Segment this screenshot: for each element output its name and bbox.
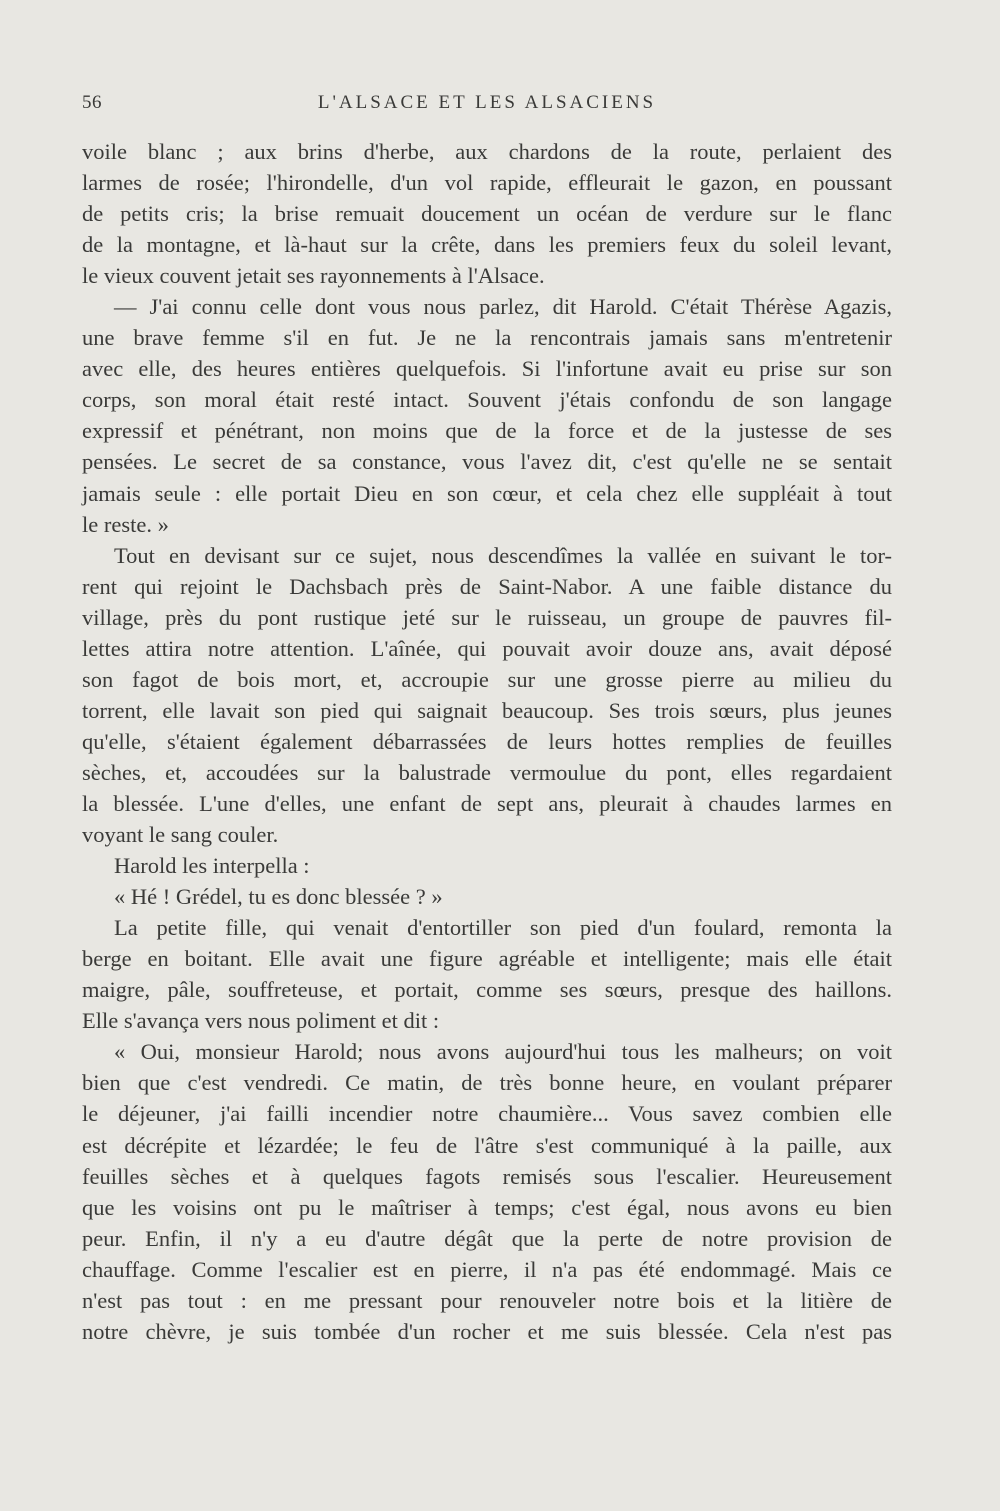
text-line: Tout en devisant sur ce sujet, nous descendîmes la vallée en suivant le tor- xyxy=(114,542,892,568)
text-line: avec elle, des heures entières quelquefois. Si l'infortune avait eu prise sur son xyxy=(82,356,892,382)
text-line: n'est pas tout : en me pressant pour renouveler notre bois et la litière de xyxy=(82,1287,892,1313)
text-line: jamais seule : elle portait Dieu en son cœur, et cela chez elle suppléait à tout xyxy=(82,480,892,506)
text-line: voile blanc ; aux brins d'herbe, aux chardons de la route, perlaient des xyxy=(82,139,892,164)
text-line: chauffage. Comme l'escalier est en pierre, il n'a pas été endommagé. Mais ce xyxy=(82,1256,892,1282)
running-title: L'ALSACE ET LES ALSACIENS xyxy=(317,92,657,113)
text-line: le reste. » xyxy=(82,511,169,537)
text-line: de petits cris; la brise remuait doucement un océan de verdure sur le flanc xyxy=(82,201,892,227)
text-line: « Oui, monsieur Harold; nous avons aujourd'hui tous les malheurs; on voit xyxy=(114,1039,892,1065)
text-line: voyant le sang couler. xyxy=(82,822,279,848)
text-line: bien que c'est vendredi. Ce matin, de très bonne heure, en voulant préparer xyxy=(82,1070,892,1096)
text-line: maigre, pâle, souffreteuse, et portait, comme ses sœurs, presque des haillons. xyxy=(82,977,892,1003)
page-number: 56 xyxy=(82,92,102,113)
text-line: de la montagne, et là-haut sur la crête, dans les premiers feux du soleil levant, xyxy=(82,232,892,258)
text-line: village, près du pont rustique jeté sur le ruisseau, un groupe de pauvres fil- xyxy=(82,604,892,630)
text-line: feuilles sèches et à quelques fagots remisés sous l'escalier. Heureusement xyxy=(82,1163,892,1189)
text-line: pensées. Le secret de sa constance, vous l'avez dit, c'est qu'elle ne se sentait xyxy=(82,449,892,475)
text-line: le déjeuner, j'ai failli incendier notre chaumière... Vous savez combien elle xyxy=(82,1101,892,1127)
text-line: que les voisins ont pu le maîtriser à temps; c'est égal, nous avons eu bien xyxy=(82,1194,892,1220)
text-line: une brave femme s'il en fut. Je ne la rencontrais jamais sans m'entretenir xyxy=(82,325,892,351)
text-line: Elle s'avança vers nous poliment et dit : xyxy=(82,1008,440,1034)
text-line: la blessée. L'une d'elles, une enfant de sept ans, pleurait à chaudes larmes en xyxy=(82,790,892,816)
text-line: La petite fille, qui venait d'entortiller son pied d'un foulard, remonta la xyxy=(114,915,892,941)
text-line: notre chèvre, je suis tombée d'un rocher et me suis blessée. Cela n'est pas xyxy=(82,1318,892,1344)
text-line: est décrépite et lézardée; le feu de l'âtre s'est communiqué à la paille, aux xyxy=(82,1132,892,1158)
text-line: Harold les interpella : xyxy=(114,853,310,879)
text-line: lettes attira notre attention. L'aînée, qui pouvait avoir douze ans, avait déposé xyxy=(82,635,892,661)
body-text xyxy=(82,136,892,1347)
text-line: « Hé ! Grédel, tu es donc blessée ? » xyxy=(114,884,443,910)
text-line: rent qui rejoint le Dachsbach près de Saint-Nabor. A une faible distance du xyxy=(82,573,892,599)
text-line: le vieux couvent jetait ses rayonnements à l'Alsace. xyxy=(82,263,545,289)
text-line: peur. Enfin, il n'y a eu d'autre dégât que la perte de notre provision de xyxy=(82,1225,892,1251)
text-line: larmes de rosée; l'hirondelle, d'un vol rapide, effleurait le gazon, en poussant xyxy=(82,170,892,196)
text-line: son fagot de bois mort, et, accroupie sur une grosse pierre au milieu du xyxy=(82,666,892,692)
running-head xyxy=(82,92,892,122)
text-line: torrent, elle lavait son pied qui saignait beaucoup. Ses trois sœurs, plus jeunes xyxy=(82,697,892,723)
text-line: expressif et pénétrant, non moins que de la force et de la justesse de ses xyxy=(82,418,892,444)
text-line: — J'ai connu celle dont vous nous parlez, dit Harold. C'était Thérèse Agazis, xyxy=(114,294,892,320)
text-line: qu'elle, s'étaient également débarrassées de leurs hottes remplies de feuilles xyxy=(82,728,892,754)
text-line: berge en boitant. Elle avait une figure agréable et intelligente; mais elle était xyxy=(82,946,892,972)
text-line: corps, son moral était resté intact. Souvent j'étais confondu de son langage xyxy=(82,387,892,413)
text-line: sèches, et, accoudées sur la balustrade vermoulue du pont, elles regardaient xyxy=(82,759,892,785)
